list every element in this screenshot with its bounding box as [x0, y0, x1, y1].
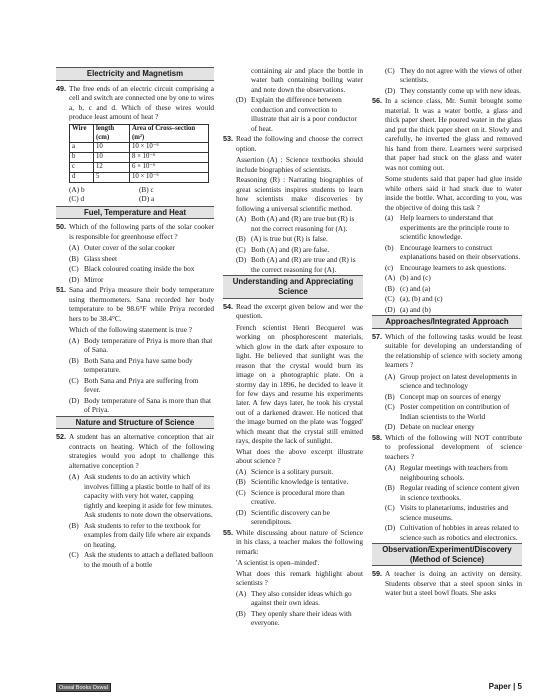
option-text: Group project on latest developments in science and technology — [400, 371, 517, 391]
option-pair — [56, 185, 214, 194]
option-label: (D) — [385, 85, 396, 95]
option-text: Outer cover of the solar cooker — [84, 243, 175, 253]
table-header: Area of Cross–section (m²) — [130, 124, 209, 143]
option-label: (D) — [236, 255, 247, 265]
option — [69, 254, 214, 263]
option-label: (C) — [69, 264, 79, 274]
option-text: Both (A) and (R) are true but (R) is not the correct reasoning for (A). — [251, 214, 355, 233]
table-cell: 8 × 10⁻⁶ — [130, 153, 209, 163]
question-56 — [372, 96, 522, 172]
option-text: (A) is true but (R) is false. — [251, 234, 328, 244]
page-separator: | — [513, 682, 518, 691]
question-49 — [56, 84, 214, 122]
option-label: (D) — [236, 95, 247, 105]
excerpt: French scientist Henri Becquerel was working on phosphorescent materials, which glow in the dark after exposure to light. He believed that sunlight was the reason that the crystal would burn its image on a photographic plate. On a stormy day in 1896, he decided to leave it for few days and resume his experiments later. A few days later, he took his crystal out of a darkened drawer. He noticed that the image burned on the plate was 'fogged' which meant that the crystal still emitted rays, despite the lack of sunlight. — [236, 322, 363, 446]
option — [236, 589, 363, 608]
options-55-cont — [372, 66, 522, 95]
section-heading-electricity: Electricity and Magnetism — [56, 67, 214, 81]
question-prompt: What does this remark highlight about scientists ? — [236, 568, 363, 588]
option-text: (b) and (c) — [400, 273, 431, 283]
option-text: Poster competition on contribution of Indian scientists to the World — [400, 402, 510, 421]
option-text: Glass sheet — [84, 253, 118, 263]
option-label: (D) — [69, 395, 80, 405]
option-label: (C) — [385, 402, 395, 412]
option — [236, 467, 363, 476]
question-number: 56. — [372, 96, 382, 106]
table-cell: c — [70, 162, 94, 172]
option — [69, 243, 214, 252]
option-label: (D) — [385, 422, 396, 432]
option-label: (D) — [385, 523, 396, 533]
option-label: (B) — [385, 483, 395, 493]
option — [385, 284, 522, 293]
option — [69, 472, 214, 519]
option — [385, 392, 522, 401]
table-cell: b — [70, 153, 94, 163]
option — [69, 550, 214, 569]
question-number: 50. — [56, 222, 66, 232]
option-label: (B) — [69, 520, 79, 530]
option-label: (C) — [385, 503, 395, 513]
option-d-wrap — [223, 95, 363, 133]
question-text: Read the following and choose the correct option. — [236, 134, 363, 153]
options-52 — [56, 472, 214, 569]
option — [236, 477, 363, 486]
option-label: (C) — [385, 66, 395, 75]
option-label: (C) — [385, 294, 395, 304]
option-continuation: containing air and place the bottle in water bath containing boiling water and note down the observations. — [251, 66, 363, 94]
option-text: Science is a solitary pursuit. — [251, 466, 334, 476]
option-d: (D) a — [139, 194, 155, 204]
option-text: Encourage learners to ask questions. — [400, 262, 507, 272]
option — [385, 305, 522, 314]
question-number: 53. — [223, 134, 233, 144]
question-55 — [223, 528, 363, 556]
question-text: A student has an alternative conception that air contracts on heating. Which of the following strategies would you adopt to challenge this alternative conception ? — [69, 432, 214, 470]
question-58 — [372, 433, 522, 461]
option — [385, 294, 522, 303]
option-text: Regular reading of science content given in science textbooks. — [400, 483, 520, 502]
option-label: (b) — [385, 242, 394, 252]
option — [69, 376, 214, 395]
option — [69, 396, 214, 415]
option-text: (a), (b) and (c) — [400, 294, 443, 304]
option-label: (A) — [69, 472, 80, 482]
option-text: Explain the difference between conduction and convection to illustrate that air is a poor conductor of heat. — [251, 95, 357, 133]
question-text: Which of the following tasks would be least suitable for developing an understanding of the relationship of science with society among learners ? — [385, 331, 522, 370]
option-label: (B) — [236, 477, 246, 487]
option-a: (A) b — [69, 184, 85, 194]
option-label: (C) — [69, 375, 79, 385]
question-text: While discussing about nature of Science in his class, a teacher makes the following remark: — [236, 527, 363, 556]
option-c: (C) d — [69, 194, 85, 204]
option-text: Both (A) and (R) are false. — [251, 244, 330, 254]
table-cell: 12 — [94, 162, 130, 172]
option-text: Science is procedural more than creative. — [251, 487, 345, 507]
section-heading-approaches: Approaches/Integrated Approach — [372, 315, 522, 329]
option — [236, 214, 363, 233]
options-50 — [56, 243, 214, 284]
option-label: (C) — [236, 487, 246, 497]
option-text: Regular meetings with teachers from neighbouring schools. — [400, 463, 508, 482]
options-53 — [223, 214, 363, 274]
section-heading-observation: Observation/Experiment/Discovery (Method of Science) — [372, 543, 522, 566]
table-row — [70, 153, 209, 163]
option-text: Encourage learners to construct explanations based on their observations. — [400, 242, 521, 262]
option — [236, 245, 363, 254]
option — [69, 521, 214, 549]
page-number: 5 — [517, 682, 522, 691]
option-label: (B) — [69, 253, 79, 263]
wire-table-wrap — [56, 124, 214, 183]
option — [385, 86, 522, 95]
option — [236, 234, 363, 243]
option-label: (B) — [385, 283, 395, 293]
option-text: Body temperature of Sana is more than that of Priya. — [84, 395, 212, 415]
option-text: Ask students to do an activity which involves filling a plastic bottle to half of its capacity with very hot water, capping tightly and keeping it aside for few minutes. Ask students to note down the observations. — [84, 472, 213, 520]
question-54 — [223, 302, 363, 321]
option — [385, 422, 522, 431]
option-text: Both (A) and (R) are true and (R) is the correct reasoning for (A). — [251, 255, 356, 274]
option — [236, 95, 363, 133]
table-cell: d — [70, 172, 94, 182]
option-text: Concept map on sources of energy — [400, 391, 501, 401]
question-51 — [56, 285, 214, 323]
option — [385, 523, 522, 542]
column-3 — [372, 66, 522, 600]
publisher-logo: Oswal Books Oswal — [56, 683, 111, 692]
option-text: Help learners to understand that experiments are the principle route to scientific knowledge. — [400, 213, 510, 242]
reasoning: Reasoning (R) : Narrating biographies of great scientists inspires students to learn how scientists make discoveries by following a universal scientific method. — [236, 175, 363, 213]
options-54 — [223, 467, 363, 527]
option-text: Body temperature of Priya is more than that of Sana. — [84, 335, 213, 355]
option-text: Visits to planetariums, industries and science museums. — [400, 503, 508, 522]
option-text: Mirror — [84, 274, 104, 284]
option-label: (A) — [236, 214, 247, 224]
option-text: They constantly come up with new ideas. — [400, 85, 521, 95]
option-text: They openly share their ideas with everyone. — [251, 608, 352, 628]
option-label: (B) — [236, 608, 246, 618]
option-label: (C) — [69, 550, 79, 560]
question-text: In a science class, Mr. Sumit brought some material. It was a water bottle, a glass and thick paper sheet. He poured water in the glass and put the thick paper sheet on it. Slowly and carefully, he inverted the glass and removed his hand from there. Learners were surprised that paper had stuck on the glass and water was not coming out. — [385, 96, 522, 172]
option-label: (C) — [236, 244, 246, 254]
question-number: 58. — [372, 432, 382, 442]
question-text: Read the excerpt given below and wer the question. — [236, 301, 363, 321]
options-56 — [372, 213, 522, 314]
option — [385, 372, 522, 391]
option-label: (A) — [236, 588, 247, 598]
question-59 — [372, 569, 522, 597]
question-53 — [223, 134, 363, 153]
table-header-row — [70, 124, 209, 143]
column-1 — [56, 66, 214, 570]
option-label: (A) — [236, 466, 247, 476]
question-number: 51. — [56, 285, 66, 295]
option — [69, 336, 214, 355]
option-text: Cultivation of hobbies in areas related to science such as robotics and electronics. — [400, 523, 519, 542]
question-50 — [56, 222, 214, 241]
option — [236, 488, 363, 507]
question-text-2: Some students said that paper had glue inside while others said it had stuck due to water inside the bottle. What, according to you, was the objective of doing this task ? — [385, 174, 522, 212]
option-text: Scientific discovery can be serendipitous. — [251, 507, 330, 527]
option-text: Both Sana and Priya are suffering from fever. — [84, 375, 199, 395]
options-55 — [223, 589, 363, 628]
option — [385, 243, 522, 262]
option-label: (A) — [69, 243, 80, 253]
question-number: 54. — [223, 301, 233, 311]
option-text: They do not agree with the views of other scientists. — [400, 66, 522, 85]
option — [385, 503, 522, 522]
option — [69, 264, 214, 273]
table-header: length (cm) — [94, 124, 130, 143]
option — [69, 356, 214, 375]
options-58 — [372, 463, 522, 542]
option — [385, 213, 522, 241]
question-prompt: What does the above excerpt illustrate about science ? — [236, 446, 363, 466]
option-text: They also consider ideas which go against their own ideas. — [251, 588, 352, 608]
quote: 'A scientist is open–minded'. — [236, 558, 320, 568]
option-label: (a) — [385, 213, 394, 223]
question-text: The free ends of an electric circuit comprising a cell and switch are connected one by one to wires a, b, c and d. Which of these wires would produce least amount of heat ? — [69, 83, 214, 122]
question-text: Sana and Priya measure their body temperature using thermometers. Sana recorded her body temperature to be 98.6°F while Priya recorded hers to be 38.4°C. — [69, 285, 214, 323]
option — [385, 66, 522, 85]
question-number: 55. — [223, 527, 233, 537]
options-51 — [56, 336, 214, 415]
option-label: (A) — [385, 273, 396, 283]
option — [385, 263, 522, 272]
option-label: (D) — [385, 304, 396, 314]
option-label: (A) — [385, 371, 396, 381]
option — [236, 508, 363, 527]
table-row — [70, 143, 209, 153]
option-b: (B) c — [139, 184, 154, 194]
question-number: 57. — [372, 331, 382, 341]
question-text: A teacher is doing an activity on density. Students observe that a steel spoon sinks in water but a steel bowl floats. She asks — [385, 569, 522, 598]
question-number: 49. — [56, 83, 66, 93]
page-footer — [489, 682, 522, 692]
option-text: Ask the students to attach a deflated balloon to the mouth of a bottle — [84, 550, 214, 569]
column-2 — [223, 66, 363, 629]
assertion: Assertion (A) : Science textbooks should include biographies of scientists. — [236, 155, 363, 174]
option-text: (a) and (b) — [400, 304, 431, 314]
option-label: (D) — [69, 274, 80, 284]
table-row — [70, 162, 209, 172]
option-text: Black coloured coating inside the box — [84, 264, 195, 274]
table-cell: 10 — [94, 153, 130, 163]
option — [385, 483, 522, 502]
option-text: Scientific knowledge is tentative. — [251, 477, 349, 487]
question-text: Which of the following will NOT contribute to professional development of science teachers ? — [385, 432, 522, 461]
option-label: (B) — [69, 355, 79, 365]
option-label: (B) — [385, 391, 395, 401]
options-57 — [372, 372, 522, 432]
table-cell: 10 × 10⁻⁶ — [130, 172, 209, 182]
option-pair — [56, 194, 214, 203]
table-cell: 6 × 10⁻⁶ — [130, 162, 209, 172]
section-heading-understanding: Understanding and Appreciating Science — [223, 275, 363, 298]
option — [385, 463, 522, 482]
option — [236, 609, 363, 628]
question-number: 59. — [372, 569, 382, 579]
question-57 — [372, 332, 522, 370]
page-label: Paper — [488, 682, 511, 691]
question-number: 52. — [56, 432, 66, 442]
section-heading-nature: Nature and Structure of Science — [56, 416, 214, 430]
table-cell: 5 — [94, 172, 130, 182]
question-52 — [56, 432, 214, 470]
option-label: (A) — [69, 335, 80, 345]
option-text: Both Sana and Priya have same body temperature. — [84, 355, 193, 375]
option-label: (c) — [385, 262, 394, 272]
option-label: (A) — [385, 463, 396, 473]
section-heading-fuel: Fuel, Temperature and Heat — [56, 206, 214, 220]
option — [236, 255, 363, 274]
table-cell: a — [70, 143, 94, 153]
table-header: Wire — [70, 124, 94, 143]
option-label: (B) — [236, 234, 246, 244]
table-cell: 10 × 10⁻⁶ — [130, 143, 209, 153]
option-text: Ask students to refer to the textbook for examples from daily life where air expands on heating. — [84, 520, 211, 549]
wire-table — [69, 124, 209, 183]
option-text: Debate on nuclear energy — [400, 422, 475, 432]
option — [69, 275, 214, 284]
table-row — [70, 172, 209, 182]
table-cell: 10 — [94, 143, 130, 153]
option-label: (D) — [236, 507, 247, 517]
option — [385, 402, 522, 421]
question-text: Which of the following parts of the solar cooker is responsible for greenhouse effect ? — [69, 222, 214, 241]
option — [385, 273, 522, 282]
question-prompt: Which of the following statement is true ? — [69, 325, 192, 335]
option-text: (c) and (a) — [400, 283, 431, 293]
